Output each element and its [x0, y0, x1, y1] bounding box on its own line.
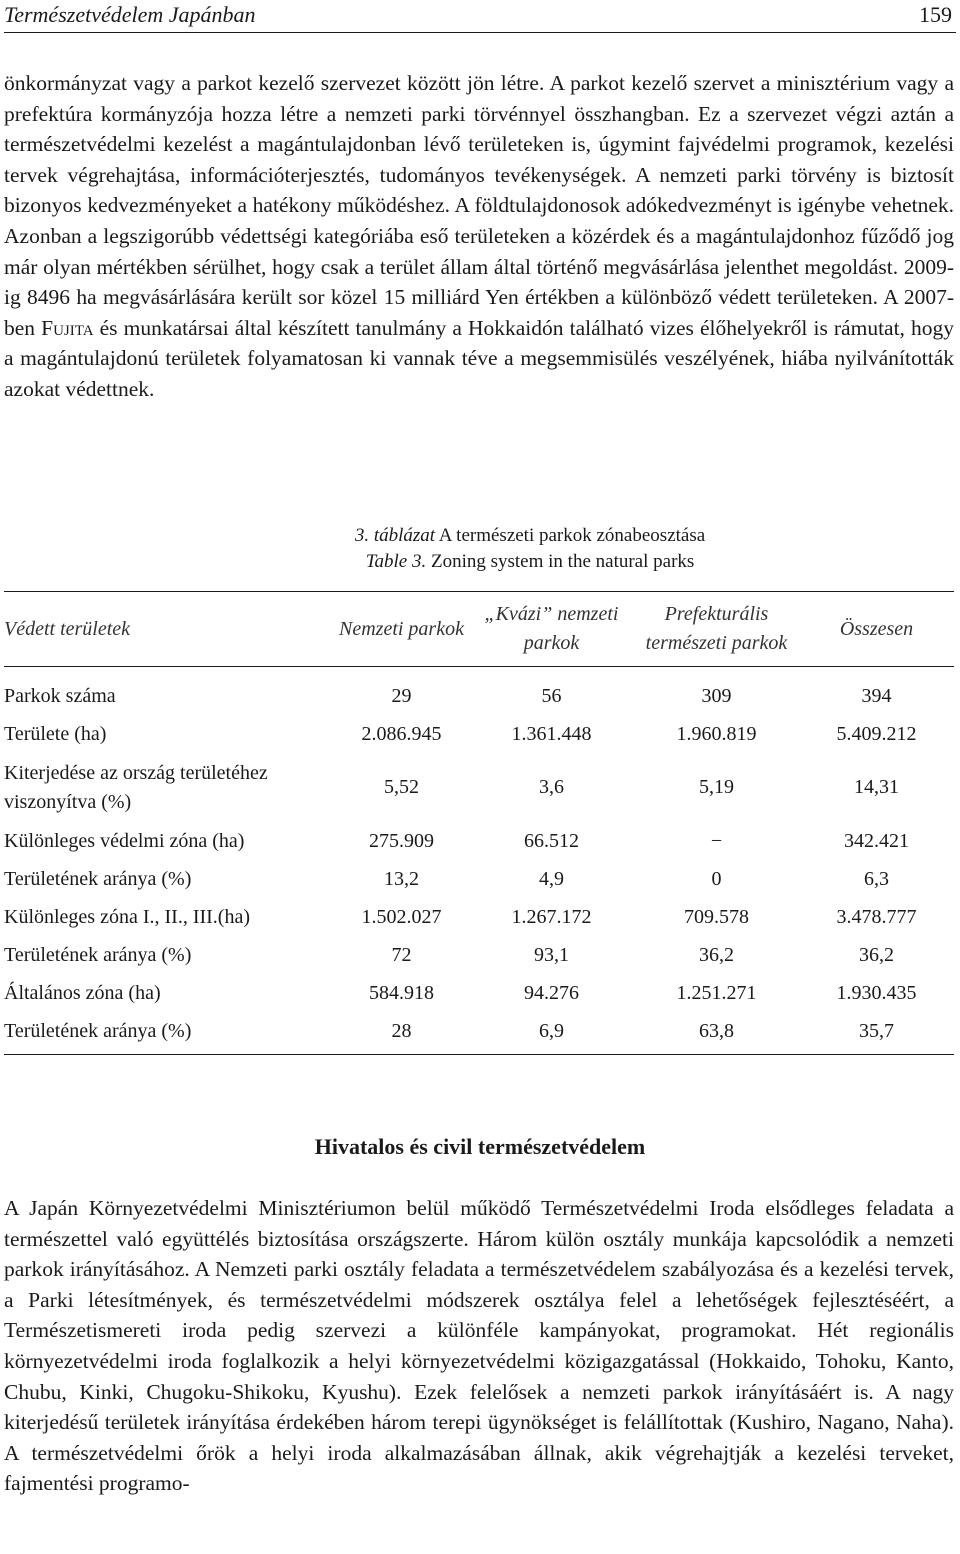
cell-value: 1.251.271 — [676, 981, 757, 1004]
cell-value: 6,3 — [864, 867, 889, 890]
body-paragraph-2: A Japán Környezetvédelmi Minisztériumon belül működő Természetvédelmi Iroda elsődleges feladata a természettel való együttélés biztosítása országszerte. Három külön osztály munkája kapcsolódik a nemzeti parkok irányításához. A Nemzeti parki osztály feladata a természetvédelem szabályozása és a kezelési tervek, a Parki létesítmények, és természetvédelmi módszerek osztálya felel a lehetőségek fejlesztéséért, a Természetismereti iroda pedig szervezi a különféle kampányokat, programokat. Hét regionális környezetvédelmi iroda foglalkozik a helyi környezetvédelmi közigazgatással (Hokkaido, Tohoku, Kanto, Chubu, Kinki, Chugoku-Shikoku, Kyushu). Ezek felelősek a nemzeti parkok irányításáért is. A nagy kiterjedésű területek irányítása érdekében három terepi ügynökséget is felállítottak (Kushiro, Nagano, Naha). A természetvédelmi őrök a helyi iroda alkalmazásában állnak, akik végrehajtják a kezelési terveket, fajmentési programo- — [4, 1196, 954, 1496]
cell-value: 342.421 — [844, 829, 909, 852]
table-header-row — [4, 592, 954, 667]
header-national-parks: Nemzeti parkok — [334, 592, 469, 667]
running-head-title: Természetvédelem Japánban — [4, 2, 256, 27]
row-label: Parkok száma — [4, 684, 116, 707]
cell-value: 93,1 — [534, 943, 569, 966]
cell-value: 14,31 — [854, 776, 899, 798]
cell-value: 29 — [391, 684, 412, 707]
cell-value: 72 — [391, 943, 412, 966]
zoning-table — [4, 591, 954, 1055]
table-caption — [0, 523, 960, 575]
table-row — [4, 860, 954, 898]
cell-value: 3,6 — [539, 776, 564, 798]
cell-value: 13,2 — [384, 867, 419, 890]
caption-en-title: Zoning system in the natural parks — [430, 551, 695, 572]
cell-value: 6,9 — [469, 1012, 634, 1055]
paragraph-1-text-b: és munkatársai által készített tanulmány a Hokkaidón található vizes élőhelyekről is rámutat, hogy a magántulajdonú területek folyamatosan ki vannak téve a megsemmisülés veszélyének, hiába nyilvánították azokat védettnek. — [4, 315, 955, 401]
cell-value: 2.086.945 — [361, 722, 442, 745]
paragraph-1-text-a: önkormányzat vagy a parkot kezelő szervezet között jön létre. A parkot kezelő szervet a minisztérium vagy a prefektúra kormányzója hozza létre a nemzeti parki törvénnyel összhangban. Ez a szervezet végzi aztán a természetvédelmi kezelést a magántulajdonban lévő területeken is, úgymint fajvédelmi programok, kezelési tervek végrehajtása, információterjesztés, tudományos tevékenységek. A nemzeti parki törvény is biztosít bizonyos kedvezményeket a hatékony működéshez. A földtulajdonosok adókedvezményt is igénybe vehetnek. Azonban a legszigorúbb védettségi kategóriába eső területeken a közérdek és a magántulajdonhoz fűződő jog már olyan mértékben sérülhet, hogy csak a terület állam által történő megvásárlása jelenthet megoldást. 2009-ig 8496 ha megvásárlására került sor közel 15 milliárd Yen értékben a különböző védett területeken. A 2007-ben — [4, 71, 954, 340]
table-row — [4, 974, 954, 1012]
header-total: Összesen — [799, 592, 954, 667]
caption-hu-title: A természeti parkok zónabeosztása — [438, 525, 706, 546]
table-row — [4, 898, 954, 936]
cell-value: 5.409.212 — [836, 722, 917, 745]
cell-value: 275.909 — [369, 829, 434, 852]
cell-value: 28 — [334, 1012, 469, 1055]
cell-value: 36,2 — [699, 943, 734, 966]
cell-value: 4,9 — [539, 867, 564, 890]
cell-value: − — [710, 829, 723, 852]
row-label: Különleges zóna I., II., III.(ha) — [4, 905, 251, 928]
caption-hungarian — [0, 523, 960, 549]
cell-value: 584.918 — [369, 981, 434, 1004]
row-label: Általános zóna (ha) — [4, 981, 161, 1004]
cell-value: 1.267.172 — [511, 905, 592, 928]
cell-value: 1.502.027 — [361, 905, 442, 928]
row-label: Területének aránya (%) — [4, 1012, 334, 1055]
row-label: Különleges védelmi zóna (ha) — [4, 829, 245, 852]
author-name: Fujita — [41, 315, 94, 340]
caption-english — [0, 549, 960, 575]
cell-value: 1.361.448 — [511, 722, 592, 745]
cell-value: 309 — [701, 684, 732, 707]
cell-value: 1.960.819 — [676, 722, 757, 745]
row-label: Kiterjedése az ország területéhez viszonyítva (%) — [4, 761, 268, 813]
table-row — [4, 1012, 954, 1055]
table-row — [4, 753, 954, 822]
cell-value: 94.276 — [524, 981, 579, 1004]
row-label: Területének aránya (%) — [4, 867, 192, 890]
running-head — [4, 2, 956, 33]
header-protected-areas: Védett területek — [4, 592, 334, 667]
table-row — [4, 822, 954, 860]
table-row — [4, 715, 954, 753]
cell-value: 35,7 — [799, 1012, 954, 1055]
cell-value: 36,2 — [859, 943, 894, 966]
header-quasi-national-parks: „Kvázi” nemzeti parkok — [469, 592, 634, 667]
section-heading: Hivatalos és civil természetvédelem — [314, 1134, 646, 1159]
cell-value: 56 — [541, 684, 562, 707]
cell-value: 66.512 — [524, 829, 579, 852]
caption-en-number: Table 3. — [365, 551, 427, 572]
row-label: Területének aránya (%) — [4, 943, 192, 966]
cell-value: 63,8 — [634, 1012, 799, 1055]
table-row — [4, 667, 954, 716]
cell-value: 3.478.777 — [836, 905, 917, 928]
body-paragraph-1 — [4, 68, 954, 405]
cell-value: 709.578 — [684, 905, 749, 928]
header-prefectural-parks: Prefekturális természeti parkok — [634, 592, 799, 667]
caption-hu-number: 3. táblázat — [354, 525, 436, 546]
cell-value: 5,19 — [699, 776, 734, 798]
page-number: 159 — [919, 2, 952, 27]
cell-value: 0 — [711, 867, 722, 890]
cell-value: 5,52 — [384, 776, 419, 798]
cell-value: 394 — [861, 684, 892, 707]
cell-value: 1.930.435 — [836, 981, 917, 1004]
row-label: Területe (ha) — [4, 722, 107, 745]
table-row — [4, 936, 954, 974]
